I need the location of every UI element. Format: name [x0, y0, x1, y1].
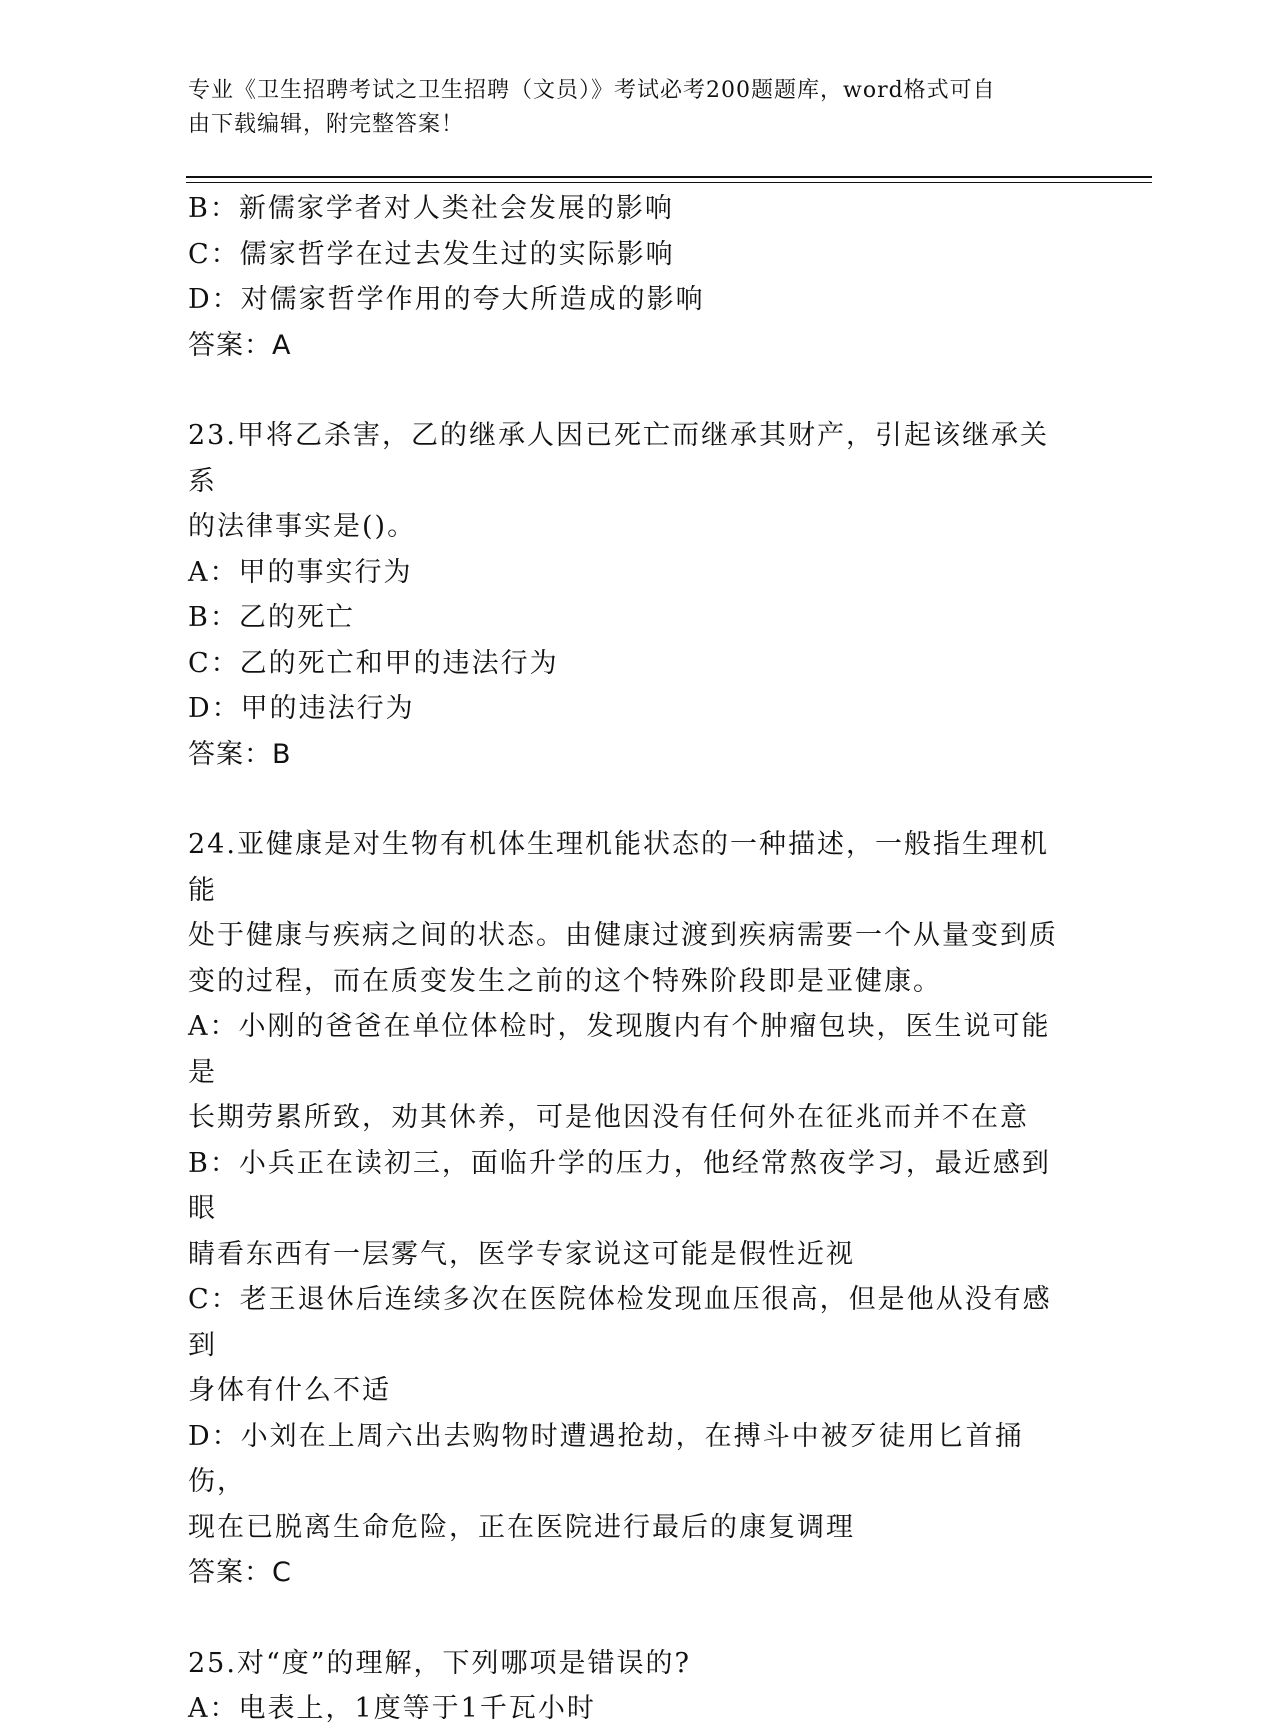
option-b: B：小兵正在读初三，面临升学的压力，他经常熬夜学习，最近感到眼: [188, 1147, 1051, 1224]
question-stem-line: 23.甲将乙杀害，乙的继承人因已死亡而继承其财产，引起该继承关系: [188, 420, 1049, 497]
option-d: D：甲的违法行为: [188, 693, 415, 724]
question-23: [188, 413, 1068, 777]
spacer: [188, 777, 1068, 822]
question-stem-line: 变的过程，而在质变发生之前的这个特殊阶段即是亚健康。: [188, 965, 942, 997]
option-a: A：电表上，1度等于1千瓦小时: [188, 1693, 596, 1724]
question-stem-line: 的法律事实是()。: [188, 511, 417, 542]
option-a-continued: 长期劳累所致，劝其休养，可是他因没有任何外在征兆而并不在意: [188, 1102, 1029, 1133]
answer-line: 答案：C: [188, 1557, 292, 1588]
question-25: [188, 1641, 1068, 1732]
option-d-continued: 现在已脱离生命危险，正在医院进行最后的康复调理: [188, 1511, 855, 1543]
option-c: C：乙的死亡和甲的违法行为: [188, 647, 559, 679]
header-line-2: 由下载编辑，附完整答案！: [188, 112, 465, 137]
document-body: [188, 186, 1068, 1732]
spacer: [188, 368, 1068, 413]
header-divider-thin: [186, 182, 1152, 183]
option-a: A：甲的事实行为: [188, 556, 413, 588]
question-stem-line: 24.亚健康是对生物有机体生理机能状态的一种描述，一般指生理机能: [188, 829, 1049, 906]
option-c: C：老王退休后连续多次在医院体检发现血压很高，但是他从没有感到: [188, 1284, 1052, 1361]
option-c: C：儒家哲学在过去发生过的实际影响: [188, 238, 675, 270]
header-divider-thick: [186, 176, 1152, 178]
option-b: B：乙的死亡: [188, 602, 355, 633]
question-stem-line: 25.对“度”的理解，下列哪项是错误的?: [188, 1647, 692, 1679]
answer-line: 答案：A: [188, 329, 292, 361]
question-stem-line: 处于健康与疾病之间的状态。由健康过渡到疾病需要一个从量变到质: [188, 920, 1058, 951]
option-d: D：小刘在上周六出去购物时遭遇抢劫，在搏斗中被歹徒用匕首捅伤，: [188, 1420, 1024, 1497]
option-b: B：新儒家学者对人类社会发展的影响: [188, 193, 674, 224]
option-d: D：对儒家哲学作用的夸大所造成的影响: [188, 284, 705, 315]
answer-line: 答案：B: [188, 738, 292, 770]
option-b-continued: 睛看东西有一层雾气，医学专家说这可能是假性近视: [188, 1238, 855, 1270]
document-header: [188, 74, 1068, 142]
question-24: [188, 822, 1068, 1596]
spacer: [188, 1596, 1068, 1641]
option-a: A：小刚的爸爸在单位体检时，发现腹内有个肿瘤包块，医生说可能是: [188, 1011, 1051, 1088]
option-c-continued: 身体有什么不适: [188, 1375, 391, 1406]
question-22: [188, 186, 1068, 368]
header-line-1: 专业《卫生招聘考试之卫生招聘（文员）》考试必考200题题库，word格式可自: [188, 78, 996, 103]
